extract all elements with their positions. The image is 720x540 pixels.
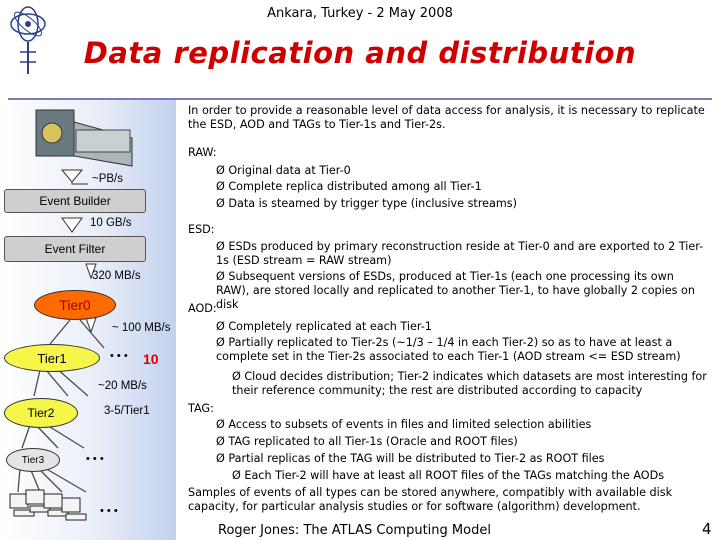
aod-item-1: Ø Completely replicated at each Tier-1: [216, 320, 432, 333]
page-number: 4: [702, 520, 712, 538]
esd-heading: ESD:: [188, 223, 215, 236]
bullet-icon: Ø: [216, 320, 225, 333]
bullet-icon: Ø: [216, 452, 225, 465]
raw-item-3: Ø Data is steamed by trigger type (inclusive streams): [216, 197, 517, 210]
tag-heading: TAG:: [188, 402, 214, 415]
footer-author: Roger Jones: The ATLAS Computing Model: [218, 523, 491, 538]
desktop-dots: • • •: [100, 505, 118, 517]
slide-header: Ankara, Turkey - 2 May 2008: [267, 6, 453, 21]
samples-paragraph: Samples of events of all types can be stored anywhere, compatibly with available disk capacity, for particular analysis studies or for software (algorithm) development.: [188, 486, 673, 514]
aod-heading: AOD:: [188, 302, 217, 315]
desktop-computers-icon: [10, 490, 86, 520]
bullet-icon: Ø: [216, 418, 225, 431]
intro-paragraph: In order to provide a reasonable level of data access for analysis, it is necessary to replicate the ESD, AOD and TAGs to Tier-1s and Tier-2s.: [188, 104, 705, 132]
tier3-dots: • • •: [86, 453, 104, 465]
bullet-icon: Ø: [216, 336, 225, 349]
diagram-connectors: [0, 100, 176, 540]
tier1-dots: • • •: [110, 350, 128, 362]
tag-item-3: Ø Partial replicas of the TAG will be distributed to Tier-2 as ROOT files: [216, 452, 605, 465]
event-filter-box: Event Filter: [4, 236, 146, 262]
tag-item-1: Ø Access to subsets of events in files and limited selection abilities: [216, 418, 592, 431]
builder-rate-label: 10 GB/s: [90, 217, 132, 229]
bullet-icon: Ø: [232, 469, 241, 482]
tier1-node: Tier1: [4, 344, 100, 372]
bullet-icon: Ø: [216, 164, 225, 177]
event-builder-box: Event Builder: [4, 189, 146, 213]
bullet-icon: Ø: [216, 240, 225, 253]
tier1-count: 10: [143, 351, 159, 367]
bullet-icon: Ø: [232, 370, 241, 383]
data-flow-diagram: [0, 100, 176, 540]
tier2-node: Tier2: [4, 398, 78, 428]
tag-item-2: Ø TAG replicated to all Tier-1s (Oracle and ROOT files): [216, 435, 518, 448]
filter-rate-label: 320 MB/s: [92, 270, 141, 282]
esd-item-1: Ø ESDs produced by primary reconstruction reside at Tier-0 and are exported to 2 Tier-1s (ESD stream = RAW stream): [216, 240, 704, 268]
detector-rate-label: ~PB/s: [92, 173, 124, 185]
slide-title: Data replication and distribution: [83, 36, 637, 70]
esd-item-2: Ø Subsequent versions of ESDs, produced at Tier-1s (each one processing its own RAW), are stored locally and replicated to another Tier-1, to have globally 2 copies on disk: [216, 270, 695, 312]
detector-image: [36, 110, 132, 166]
bullet-icon: Ø: [216, 197, 225, 210]
bullet-icon: Ø: [216, 180, 225, 193]
raw-item-2: Ø Complete replica distributed among all Tier-1: [216, 180, 482, 193]
tier0-rate-label: ~ 100 MB/s: [112, 322, 171, 334]
bullet-icon: Ø: [216, 435, 225, 448]
tag-item-4: Ø Each Tier-2 will have at least all ROOT files of the TAGs matching the AODs: [232, 469, 665, 482]
aod-item-3: Ø Cloud decides distribution; Tier-2 indicates which datasets are most interesting for their reference community; the rest are distributed according to capacity: [232, 370, 707, 398]
tier0-node: Tier0: [34, 290, 116, 320]
aod-item-2: Ø Partially replicated to Tier-2s (~1/3 – 1/4 in each Tier-2) so as to have at least a complete set in the Tier-2s associated to each Tier-1 (AOD stream <= ESD stream): [216, 336, 681, 364]
raw-heading: RAW:: [188, 146, 217, 159]
tier2-count-label: 3-5/Tier1: [104, 405, 150, 417]
tier1-rate-label: ~20 MB/s: [98, 380, 147, 392]
tier3-node: Tier3: [6, 448, 60, 472]
raw-item-1: Ø Original data at Tier-0: [216, 164, 351, 177]
bullet-icon: Ø: [216, 270, 225, 283]
